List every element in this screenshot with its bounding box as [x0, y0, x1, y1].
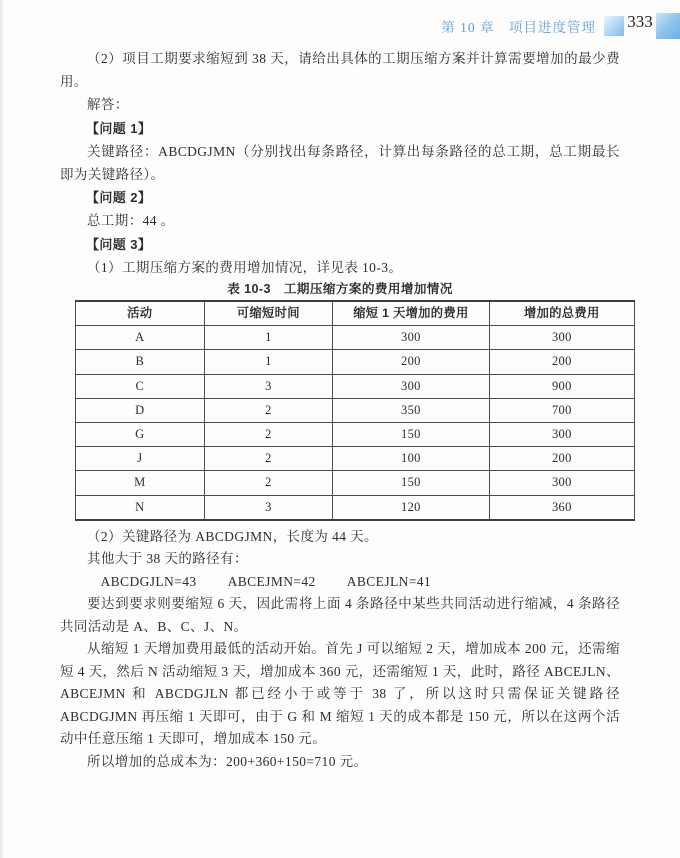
table-header-row	[76, 301, 635, 326]
table-cell: 2	[204, 423, 333, 447]
table-cell: 360	[489, 495, 634, 520]
table-row	[76, 398, 635, 422]
page-header	[0, 0, 680, 46]
table-row	[76, 350, 635, 374]
table-row	[76, 447, 635, 471]
table-cell: J	[76, 447, 205, 471]
paragraph-requirement: 要达到要求则要缩短 6 天，因此需将上面 4 条路径中某些共同活动进行缩减，4 条路径共同活动是 A、B、C、J、N。	[60, 596, 620, 634]
table-cell: C	[76, 374, 205, 398]
table-cell: 150	[333, 423, 490, 447]
table-cell: 3	[204, 495, 333, 520]
post-table-text	[60, 526, 620, 774]
table-cell: 300	[489, 471, 634, 495]
paragraph-other-paths-label: 其他大于 38 天的路径有：	[87, 551, 248, 567]
table-cell: B	[76, 350, 205, 374]
heading-problem-1: 【问题 1】	[86, 120, 152, 136]
heading-problem-3: 【问题 3】	[86, 236, 152, 252]
table-row	[76, 423, 635, 447]
page-edge-shadow	[0, 0, 4, 858]
decorative-square-large	[656, 13, 680, 39]
table-cell: 300	[333, 374, 490, 398]
table-cell: 2	[204, 471, 333, 495]
table-cell: 200	[489, 350, 634, 374]
path-value: ABCDGJLN=43	[100, 573, 197, 589]
column-header-compressible-time: 可缩短时间	[204, 301, 333, 326]
page-content	[60, 47, 620, 773]
table-cell: 3	[204, 374, 333, 398]
decorative-square-small	[604, 16, 624, 36]
table-cell: 100	[333, 447, 490, 471]
table-cell: 300	[489, 423, 634, 447]
path-value: ABCEJMN=42	[227, 573, 316, 589]
table-cell: 350	[333, 398, 490, 422]
table-cell: 150	[333, 471, 490, 495]
paragraph-problem-1-answer: 关键路径：ABCDGJMN（分别找出每条路径，计算出每条路径的总工期，总工期最长即为关键路径）。	[60, 143, 620, 183]
table-body	[76, 326, 635, 520]
table-cell: N	[76, 495, 205, 520]
table-row	[76, 374, 635, 398]
table-head	[76, 301, 635, 326]
table-cell: 200	[333, 350, 490, 374]
chapter-title: 第 10 章 项目进度管理	[441, 20, 596, 35]
table-row	[76, 471, 635, 495]
table-cell: 300	[333, 326, 490, 350]
paragraph-compression-process: 从缩短 1 天增加费用最低的活动开始。首先 J 可以缩短 2 天，增加成本 200 元，还需缩短 4 天，然后 N 活动缩短 3 天，增加成本 360 元，还需缩短 1 天，此时，路径 ABCEJLN、ABCEJMN 和 ABCDGJLN 都已经小于或等于 38 了，所以这时只需保证关键路径 ABCDGJMN 再压缩 1 天即可，由于 G 和 M 缩短 1 天的成本都是 150 元，所以在这两个活动中任意压缩 1 天即可，增加成本 150 元。	[60, 641, 620, 747]
table-caption: 表 10-3 工期压缩方案的费用增加情况	[227, 282, 453, 297]
table-cell: 300	[489, 326, 634, 350]
paragraph-total-cost: 所以增加的总成本为：200+360+150=710 元。	[87, 753, 368, 769]
table-row	[76, 495, 635, 520]
table-row	[76, 326, 635, 350]
table-cell: 1	[204, 326, 333, 350]
table-cell: 900	[489, 374, 634, 398]
path-list-line	[60, 571, 620, 594]
heading-problem-2: 【问题 2】	[86, 190, 152, 206]
column-header-total-cost: 增加的总费用	[489, 301, 634, 326]
paragraph-question-2: （2）项目工期要求缩短到 38 天，请给出具体的工期压缩方案并计算需要增加的最少费用。	[60, 51, 620, 90]
table-cell: G	[76, 423, 205, 447]
table-cell: 120	[333, 495, 490, 520]
table-cell: 2	[204, 398, 333, 422]
column-header-cost-per-day: 缩短 1 天增加的费用	[333, 301, 490, 326]
table-cell: 2	[204, 447, 333, 471]
table-cell: D	[76, 398, 205, 422]
paragraph-problem-2-answer: 总工期：44 。	[87, 213, 175, 229]
paragraph-answer-label: 解答：	[87, 97, 129, 113]
cost-increase-table	[75, 300, 635, 521]
table-cell: M	[76, 471, 205, 495]
column-header-activity: 活动	[76, 301, 205, 326]
path-value: ABCEJLN=41	[346, 573, 432, 589]
table-cell: 700	[489, 398, 634, 422]
table-cell: 200	[489, 447, 634, 471]
table-cell: 1	[204, 350, 333, 374]
page-number: 333	[627, 12, 653, 31]
paragraph-problem-3-item-2: （2）关键路径为 ABCDGJMN，长度为 44 天。	[87, 528, 378, 544]
paragraph-problem-3-item-1: （1）工期压缩方案的费用增加情况，详见表 10-3。	[87, 259, 403, 275]
table-cell: A	[76, 326, 205, 350]
